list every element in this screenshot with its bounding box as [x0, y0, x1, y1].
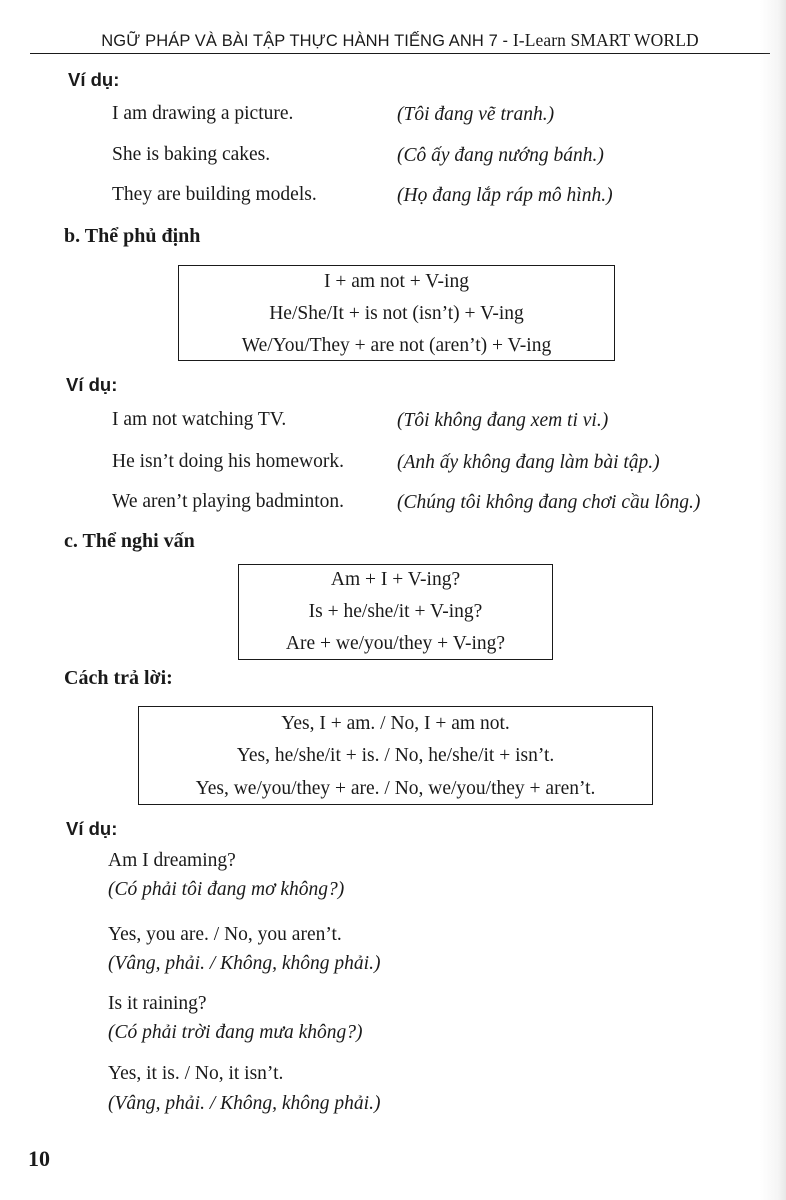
answer-line-1: Yes, I + am. / No, I + am not. — [281, 713, 510, 734]
question-formula-box — [238, 564, 553, 660]
examples-label-c: Ví dụ: — [66, 818, 118, 839]
question-formula-line-1: Am + I + V-ing? — [330, 569, 461, 590]
answer-line-2: Yes, he/she/it + is. / No, he/she/it + isn’t. — [236, 745, 555, 766]
answer-line-3: Yes, we/you/they + are. / No, we/you/they + aren’t. — [195, 778, 596, 799]
negative-formula-box — [178, 265, 615, 361]
example-c3-en: Is it raining? — [108, 993, 207, 1014]
examples-label-a: Ví dụ: — [68, 69, 120, 90]
example-a2-en: She is baking cakes. — [112, 144, 271, 165]
example-c3-vi: (Có phải trời đang mưa không?) — [108, 1022, 363, 1043]
example-c4-vi: (Vâng, phải. / Không, không phải.) — [108, 1093, 381, 1114]
example-c2-en: Yes, you are. / No, you aren’t. — [108, 924, 342, 945]
example-b3-vi: (Chúng tôi không đang chơi cầu lông.) — [397, 492, 701, 513]
example-c1-vi: (Có phải tôi đang mơ không?) — [108, 879, 345, 900]
header-title-part2: I-Learn SMART WORLD — [512, 30, 699, 50]
header-title-part1: NGỮ PHÁP VÀ BÀI TẬP THỰC HÀNH TIẾNG ANH 7 - — [101, 32, 513, 50]
example-b1-vi: (Tôi không đang xem ti vi.) — [397, 410, 609, 431]
section-c-heading: c. Thể nghi vấn — [64, 530, 195, 552]
example-b2-vi: (Anh ấy không đang làm bài tập.) — [397, 452, 660, 473]
negative-formula-line-2: He/She/It + is not (isn’t) + V-ing — [269, 303, 524, 324]
answer-heading: Cách trả lời: — [64, 667, 173, 689]
example-a3-en: They are building models. — [112, 184, 317, 205]
page-number: 10 — [28, 1146, 50, 1171]
answer-formula-box — [138, 706, 653, 805]
negative-formula-line-1: I + am not + V-ing — [324, 271, 469, 292]
examples-label-b: Ví dụ: — [66, 374, 118, 395]
header-rule — [30, 53, 770, 54]
example-a3-vi: (Họ đang lắp ráp mô hình.) — [397, 185, 613, 206]
section-b-heading: b. Thể phủ định — [64, 225, 201, 247]
negative-formula-line-3: We/You/They + are not (aren’t) + V-ing — [241, 335, 552, 356]
example-b1-en: I am not watching TV. — [112, 409, 287, 430]
example-a2-vi: (Cô ấy đang nướng bánh.) — [397, 145, 604, 166]
example-b2-en: He isn’t doing his homework. — [112, 451, 345, 472]
example-c2-vi: (Vâng, phải. / Không, không phải.) — [108, 953, 381, 974]
running-header — [30, 30, 770, 51]
question-formula-line-2: Is + he/she/it + V-ing? — [308, 601, 483, 622]
example-a1-en: I am drawing a picture. — [112, 103, 294, 124]
example-c1-en: Am I dreaming? — [108, 850, 236, 871]
example-a1-vi: (Tôi đang vẽ tranh.) — [397, 104, 555, 125]
example-b3-en: We aren’t playing badminton. — [112, 491, 345, 512]
page-edge-shadow — [760, 0, 786, 1200]
example-c4-en: Yes, it is. / No, it isn’t. — [108, 1063, 284, 1084]
question-formula-line-3: Are + we/you/they + V-ing? — [285, 633, 506, 654]
